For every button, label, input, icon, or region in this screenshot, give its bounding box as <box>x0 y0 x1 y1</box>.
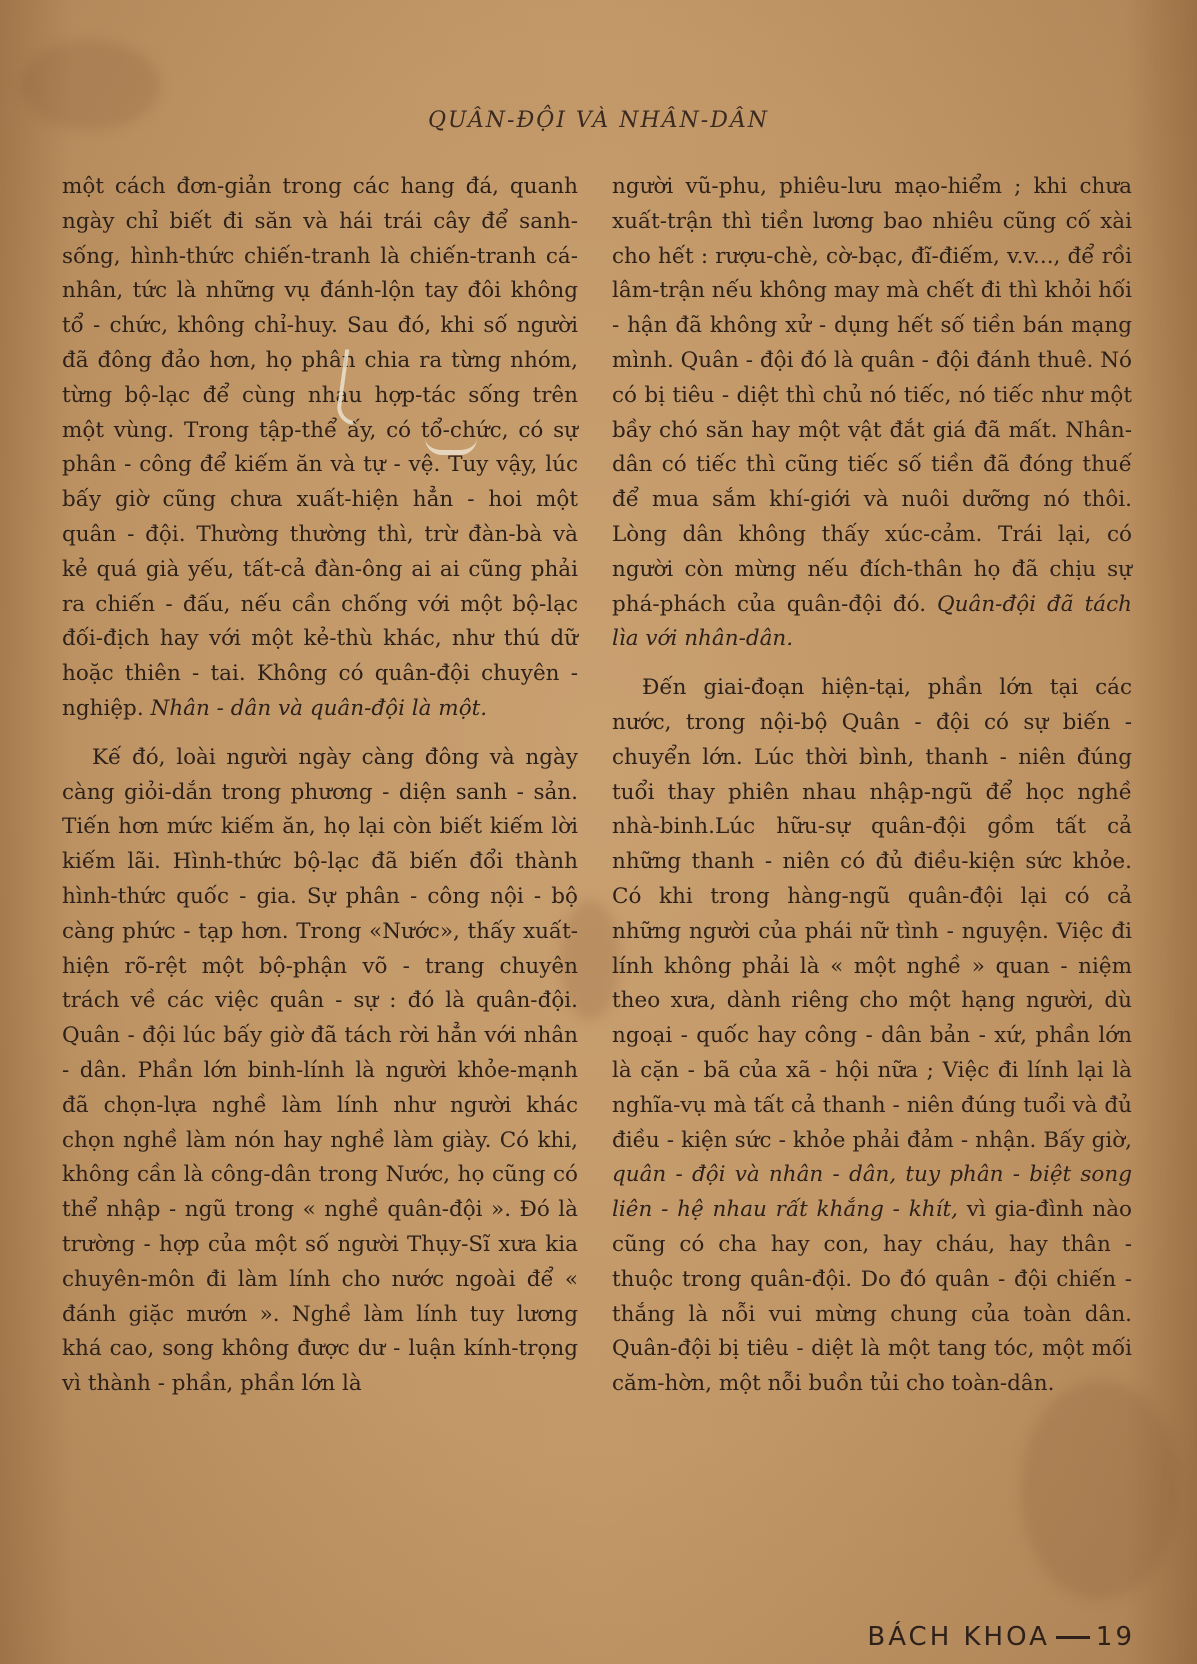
left-paragraph-1-emphasis: Nhân - dân và quân-đội là một. <box>150 695 488 721</box>
right-paragraph-2 <box>612 671 1132 1402</box>
left-paragraph-2: Kế đó, loài người ngày càng đông và ngày càng giỏi-dắn trong phương - diện sanh - sản. Tiến hơn mức kiếm ăn, họ lại còn biết kiếm lời kiếm lãi. Hình-thức bộ-lạc đã biến đổi thành hình-thức quốc - gia. Sự phân - công nội - bộ càng phức - tạp hơn. Trong «Nước», thấy xuất-hiện rõ-rệt một bộ-phận võ - trang chuyên trách về các việc quân - sự : đó là quân-đội. Quân - đội lúc bấy giờ đã tách rời hẳn với nhân - dân. Phần lớn binh-lính là người khỏe-mạnh đã chọn-lựa nghề làm lính như người khác chọn nghề làm nón hay nghề làm giày. Có khi, không cần là công-dân trong Nước, họ cũng có thể nhập - ngũ trong « nghề quân-đội ». Đó là trường - hợp của một số người Thụy-Sĩ xưa kia chuyên-môn đi làm lính cho nước ngoài để « đánh giặc mướn ». Nghề làm lính tuy lương khá cao, song không được dư - luận kính-trọng vì thành - phần, phần lớn là <box>62 744 578 1397</box>
right-paragraph-2-text: Đến giai-đoạn hiện-tại, phần lớn tại các nước, trong nội-bộ Quân - đội có sự biến - chuyển lớn. Lúc thời bình, thanh - niên đúng tuổi thay phiên nhau nhập-ngũ để học nghề nhà-binh.Lúc hữu-sự quân-đội gồm tất cả những thanh - niên có đủ điều-kiện sức khỏe. Có khi trong hàng-ngũ quân-đội lại có cả những người của phái nữ tình - nguyện. Việc đi lính không phải là « một nghề » quan - niệm theo xưa, dành riêng cho một hạng người, dù ngoại - quốc hay công - dân bản - xứ, phần lớn là cặn - bã của xã - hội nữa ; Việc đi lính lại là nghĩa-vụ mà tất cả thanh - niên đúng tuổi và đủ điều - kiện sức - khỏe phải đảm - nhận. Bấy giờ, <box>612 675 1132 1153</box>
footer-dash <box>1056 1636 1090 1639</box>
right-paragraph-1 <box>612 170 1132 657</box>
right-paragraph-1-text: người vũ-phu, phiêu-lưu mạo-hiểm ; khi chưa xuất-trận thì tiền lương bao nhiêu cũng cố xài cho hết : rượu-chè, cờ-bạc, đĩ-điếm, v.v..., để rồi lâm-trận nếu không may mà chết đi thì khỏi hối - hận đã không xử - dụng hết số tiền bán mạng mình. Quân - đội đó là quân - đội đánh thuê. Nó có bị tiêu - diệt thì chủ nó tiếc, nó tiếc như một bầy chó săn hay một vật đắt giá đã mất. Nhân-dân có tiếc thì cũng tiếc số tiền đã đóng thuế để mua sắm khí-giới và nuôi dưỡng nó thôi. Lòng dân không thấy xúc-cảm. Trái lại, có người còn mừng nếu đích-thân họ đã chịu sự phá-phách của quân-đội đó. <box>612 174 1132 617</box>
running-title: QUÂN-ĐỘI VÀ NHÂN-DÂN <box>427 108 769 133</box>
magazine-name: BÁCH KHOA <box>867 1622 1050 1652</box>
left-paragraph-1 <box>62 170 578 727</box>
right-column <box>612 170 1132 1416</box>
right-paragraph-1-emphasis: Quân-đội đã tách lìa với nhân-dân. <box>612 591 1132 652</box>
page-number: 19 <box>1095 1622 1135 1652</box>
right-paragraph-2-emphasis: quân - đội và nhân - dân, tuy phân - biệt song liên - hệ nhau rất khắng - khít, <box>612 1162 1132 1223</box>
left-paragraph-1-text: một cách đơn-giản trong các hang đá, quanh ngày chỉ biết đi săn và hái trái cây để sanh-sống, hình-thức chiến-tranh là chiến-tranh cá-nhân, tức là những vụ đánh-lộn tay đôi không tổ - chức, không chỉ-huy. Sau đó, khi số người đã đông đảo hơn, họ phân chia ra từng nhóm, từng bộ-lạc để cùng nhau hợp-tác sống trên một vùng. Trong tập-thể ấy, có tổ-chức, có sự phân - công để kiếm ăn và tự - vệ. Tuy vậy, lúc bấy giờ cũng chưa xuất-hiện hẳn - hoi một quân - đội. Thường thường thì, trừ đàn-bà và kẻ quá già yếu, tất-cả đàn-ông ai ai cũng phải ra chiến - đấu, nếu cần chống với một bộ-lạc đối-địch hay với một kẻ-thù khác, như thú dữ hoặc thiên - tai. Không có quân-đội chuyên - nghiệp. <box>62 174 578 721</box>
right-paragraph-2-text-end: vì gia-đình nào cũng có cha hay con, hay cháu, hay thân - thuộc trong quân-đội. Do đó quân - đội chiến - thắng là nỗi vui mừng chung của toàn dân. Quân-đội bị tiêu - diệt là một tang tóc, một mối căm-hờn, một nỗi buồn tủi cho toàn-dân. <box>612 1197 1132 1397</box>
left-column <box>62 170 578 1416</box>
page-footer <box>867 1622 1135 1652</box>
